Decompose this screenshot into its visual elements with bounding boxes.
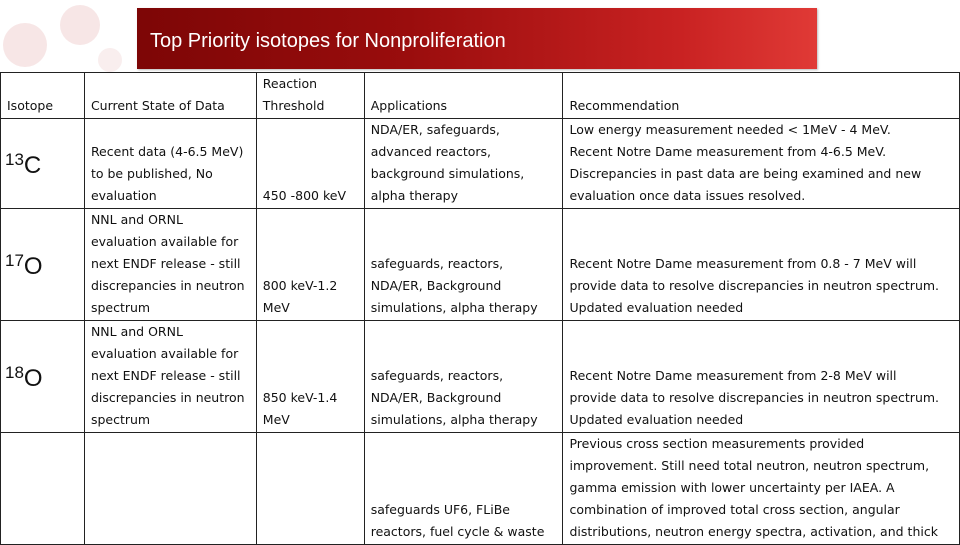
- mass-number: 18: [5, 363, 24, 382]
- recommendation-cell: Previous cross section measurements provided improvement. Still need total neutron, neutron spectrum, gamma emission with lower uncertainty per IAEA. A combination of improved total cross section, angular distributions, neutron energy spectra, activation, and thick: [563, 433, 960, 545]
- header-state: Current State of Data: [84, 73, 256, 119]
- element-symbol: O: [23, 365, 43, 392]
- element-symbol: C: [23, 152, 42, 179]
- applications-cell: safeguards UF6, FLiBe reactors, fuel cycle & waste: [364, 433, 563, 545]
- table-row: [1, 119, 960, 209]
- mass-number: 17: [5, 251, 24, 270]
- table-row: [1, 433, 960, 545]
- table-row: [1, 209, 960, 321]
- applications-cell: safeguards, reactors, NDA/ER, Background simulations, alpha therapy: [364, 321, 563, 433]
- isotope-cell: [1, 209, 85, 321]
- table-header-row: [1, 73, 960, 119]
- applications-cell: safeguards, reactors, NDA/ER, Background simulations, alpha therapy: [364, 209, 563, 321]
- state-cell: NNL and ORNL evaluation available for next ENDF release - still discrepancies in neutron spectrum: [84, 209, 256, 321]
- title-banner: [137, 8, 817, 69]
- state-cell: Recent data (4-6.5 MeV) to be published, No evaluation: [84, 119, 256, 209]
- header-recommendation: Recommendation: [563, 73, 960, 119]
- recommendation-cell: Recent Notre Dame measurement from 0.8 - 7 MeV will provide data to resolve discrepancies in neutron spectrum. Updated evaluation needed: [563, 209, 960, 321]
- element-symbol: O: [23, 253, 43, 280]
- isotope-table: [0, 72, 960, 545]
- isotope-cell: [1, 119, 85, 209]
- recommendation-cell: Recent Notre Dame measurement from 2-8 MeV will provide data to resolve discrepancies in neutron spectrum. Updated evaluation needed: [563, 321, 960, 433]
- threshold-cell: 850 keV-1.4 MeV: [256, 321, 364, 433]
- state-cell: [84, 433, 256, 545]
- page-title: Top Priority isotopes for Nonproliferation: [150, 30, 506, 52]
- threshold-cell: 450 -800 keV: [256, 119, 364, 209]
- header-applications: Applications: [364, 73, 563, 119]
- header-isotope: Isotope: [1, 73, 85, 119]
- mass-number: 13: [5, 150, 24, 169]
- recommendation-cell: Low energy measurement needed < 1MeV - 4 MeV. Recent Notre Dame measurement from 4-6.5 MeV. Discrepancies in past data are being examined and new evaluation once data issues resolved.: [563, 119, 960, 209]
- isotope-cell: [1, 433, 85, 545]
- header-threshold: Reaction Threshold: [256, 73, 364, 119]
- table-row: [1, 321, 960, 433]
- applications-cell: NDA/ER, safeguards, advanced reactors, background simulations, alpha therapy: [364, 119, 563, 209]
- threshold-cell: 800 keV-1.2 MeV: [256, 209, 364, 321]
- state-cell: NNL and ORNL evaluation available for next ENDF release - still discrepancies in neutron spectrum: [84, 321, 256, 433]
- logo-watermark: [0, 5, 130, 75]
- threshold-cell: [256, 433, 364, 545]
- isotope-cell: [1, 321, 85, 433]
